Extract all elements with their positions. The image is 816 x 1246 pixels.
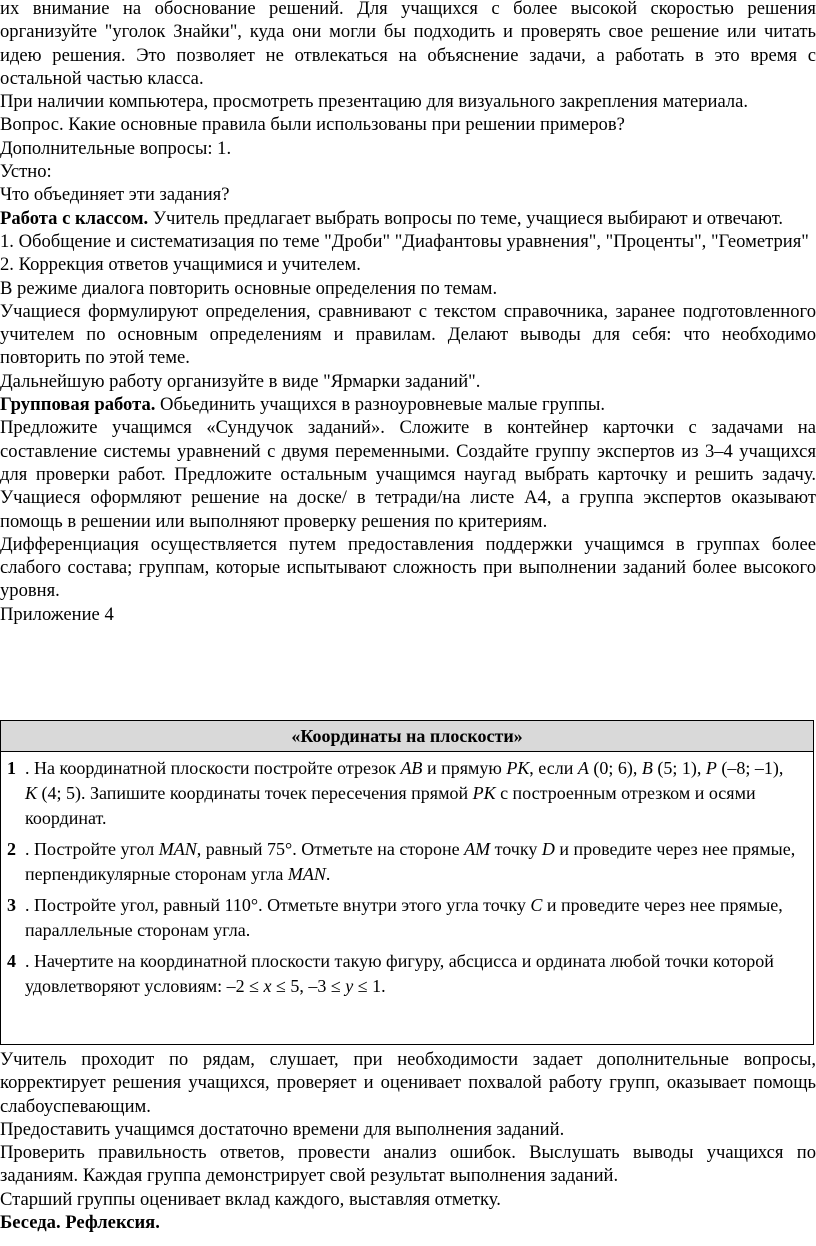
task-text: с построенным отрезком и осями координат. (25, 783, 756, 828)
math-variable: х (263, 976, 272, 996)
outro-section (0, 1048, 816, 1234)
paragraph-additional-questions: Дополнительные вопросы: 1. (0, 137, 232, 159)
task-text: , если (529, 758, 578, 778)
task-item-3 (1, 893, 799, 943)
task-card-title: «Координаты на плоскости» (1, 721, 813, 752)
math-variable: В (641, 758, 653, 778)
math-variable: D (541, 839, 555, 859)
group-work-heading: Групповая работа. (0, 394, 156, 416)
math-variable: К (25, 783, 37, 803)
task-card-table (0, 720, 814, 1045)
task-number: 3 (7, 895, 16, 915)
paragraph-fair: Дальнейшую работу организуйте в виде "Ярмарки заданий". (0, 370, 481, 392)
task-text: ≤ 5, –3 ≤ (271, 976, 346, 996)
task-text: ≤ 1. (353, 976, 386, 996)
math-variable: АМ (464, 839, 491, 859)
paragraph-differentiation: Дифференциация осуществляется путем предоставления поддержки учащимся в группах более слабого состава; группам, которые испытывают сложность при выполнении заданий более высокого уровня. (0, 533, 816, 602)
task-text: (–8; –1), (716, 758, 784, 778)
task-text: (4; 5). Запишите координаты точек пересечения прямой (36, 783, 473, 803)
task-text: и проведите через нее прямые, параллельные сторонам угла. (25, 895, 783, 940)
math-variable: С (530, 895, 543, 915)
math-variable: МАN (158, 839, 197, 859)
task-text: (5; 1), (652, 758, 706, 778)
paragraph-knowledge-corner: их внимание на обоснование решений. Для учащихся с более высокой скоростью решения организуйте "уголок Знайки", куда они могли бы подходить и проверять свое решение или читать идею решения. Это позволяет не отвлекаться на объяснение задачи, а работать в это время с остальной частью класса. (0, 0, 816, 89)
paragraph-class-work (0, 207, 816, 230)
paragraph-presentation: При наличии компьютера, просмотреть презентацию для визуального закрепления материала. (0, 91, 749, 113)
paragraph-group-work (0, 393, 816, 416)
class-work-heading: Работа с классом. (0, 207, 149, 229)
task-list (1, 752, 813, 999)
math-variable: РК (506, 758, 530, 778)
math-variable: АВ (400, 758, 423, 778)
task-text: . (325, 864, 331, 884)
paragraph-group-leader: Старший группы оценивает вклад каждого, выставляя отметку. (0, 1188, 501, 1210)
task-number: 2 (7, 839, 16, 859)
task-item-2 (1, 837, 799, 887)
paragraph-task-chest: Предложите учащимся «Сундучок заданий». Сложите в контейнер карточки с задачами на составление системы уравнений с двумя переменными. Создайте группу экспертов из 3–4 учащихся для проверки работ. Предложите остальным учащимся наугад выбрать карточку и решить задачу. Учащиеся оформляют решение на доске/ в тетради/на листе А4, а группа экспертов оказывают помощь в решении или выполняют проверку решения по критериям. (0, 417, 816, 532)
paragraph-what-unites: Что объединяет эти задания? (0, 184, 230, 206)
task-text: . Постройте угол, равный 110°. Отметьте внутри этого угла точку (25, 895, 531, 915)
paragraph-teacher-rounds: Учитель проходит по рядам, слушает, при необходимости задает дополнительные вопросы, корректирует решения учащихся, проверяет и оценивает похвалой работу групп, оказывает помощь слабоуспевающим. (0, 1049, 816, 1117)
task-text: . На координатной плоскости постройте отрезок (25, 758, 401, 778)
paragraph-generalization: 1. Обобщение и систематизация по теме "Дроби" "Диафантовы уравнения", "Проценты", "Геометрия" (0, 230, 809, 252)
task-number: 4 (7, 951, 16, 971)
paragraph-definitions: Учащиеся формулируют определения, сравнивают с текстом справочника, заранее подготовленного учителем по основным определениям и правилам. Делают выводы для себя: что необходимо повторить по этой теме. (0, 300, 816, 369)
math-variable: А (577, 758, 589, 778)
task-text: . Начертите на координатной плоскости такую фигуру, абсцисса и ордината любой точки которой удовлетворяют условиям: –2 ≤ (25, 951, 774, 996)
group-work-text: Обьединить учащихся в разноуровневые малые группы. (155, 394, 606, 416)
math-variable: РК (472, 783, 496, 803)
math-variable: МАN (287, 864, 326, 884)
task-text: . Постройте угол (25, 839, 159, 859)
paragraph-dialog: В режиме диалога повторить основные определения по темам. (0, 277, 498, 299)
task-text: , равный 75°. Отметьте на стороне (196, 839, 465, 859)
paragraph-oral: Устно: (0, 161, 52, 183)
paragraph-time: Предоставить учащимся достаточно времени для выполнения заданий. (0, 1118, 565, 1140)
task-text: (0; 6), (588, 758, 642, 778)
task-item-4 (1, 949, 799, 999)
paragraph-question: Вопрос. Какие основные правила были использованы при решении примеров? (0, 114, 625, 136)
task-item-1 (1, 756, 799, 831)
paragraph-correction: 2. Коррекция ответов учащимися и учителем. (0, 254, 361, 276)
task-text: и прямую (422, 758, 507, 778)
math-variable: Р (705, 758, 717, 778)
math-variable: у (345, 976, 354, 996)
appendix-label: Приложение 4 (0, 603, 114, 625)
class-work-text: Учитель предлагает выбрать вопросы по теме, учащиеся выбирают и отвечают. (148, 207, 784, 229)
paragraph-check-answers: Проверить правильность ответов, провести анализ ошибок. Выслушать выводы учащихся по заданиям. Каждая группа демонстрирует свой результат выполнения заданий. (0, 1142, 816, 1187)
section-heading-reflection: Беседа. Рефлексия. (0, 1212, 160, 1234)
task-text: точку (490, 839, 542, 859)
task-number: 1 (7, 758, 16, 778)
task-text: и проведите через нее прямые, перпендикулярные сторонам угла (25, 839, 796, 884)
